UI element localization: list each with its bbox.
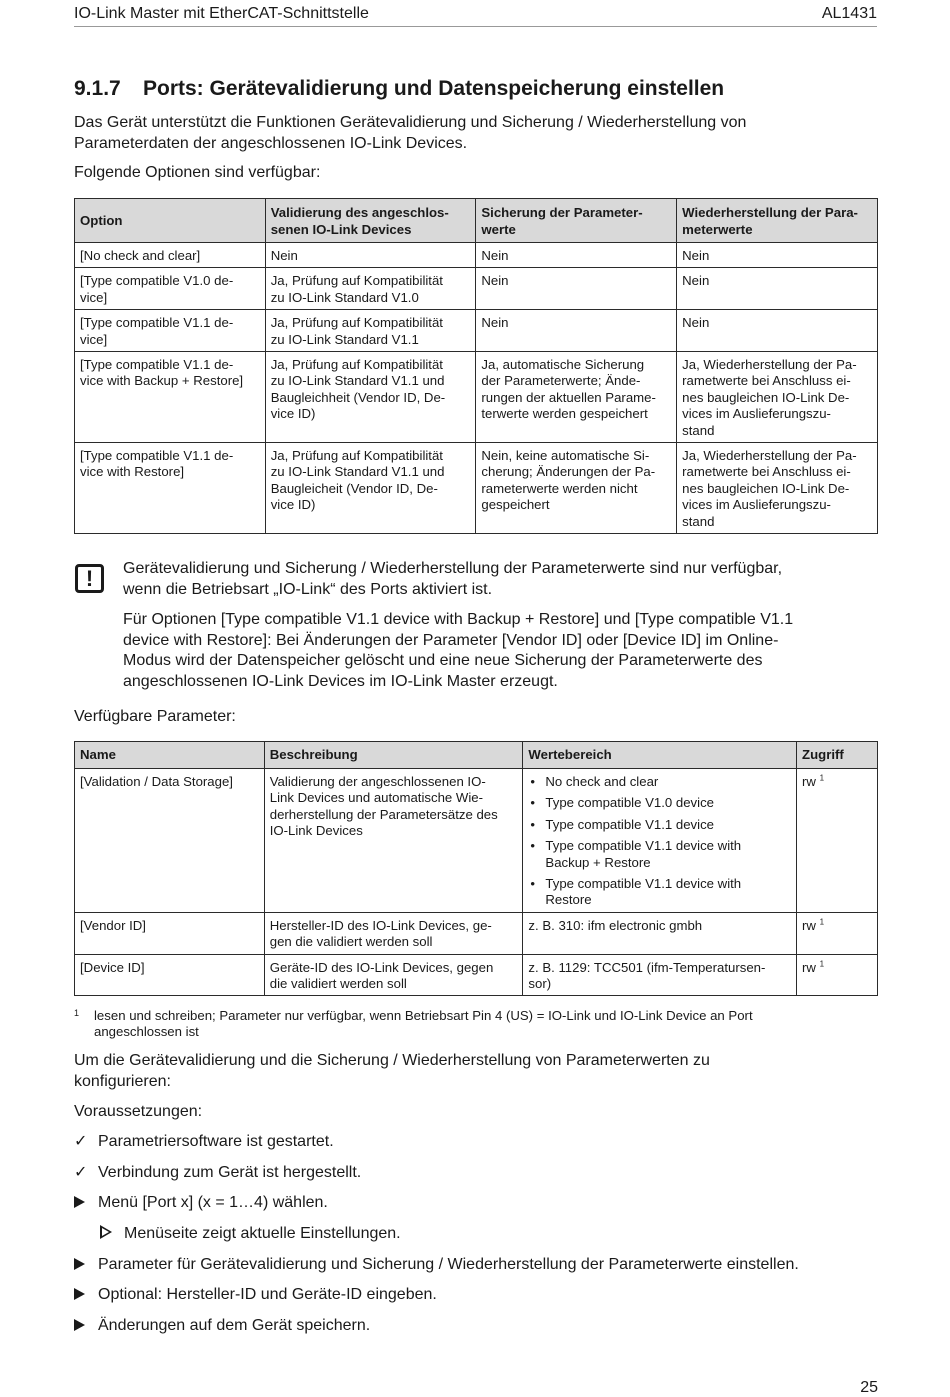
footnote-text: lesen und schreiben; Parameter nur verfügbar, wenn Betriebsart Pin 4 (US) = IO-Link und IO-Link Device an Port angeschlossen ist [94,1008,753,1040]
options-table [74,198,878,534]
table-cell: [Type compatible V1.1 de- vice with Backup + Restore] [75,352,266,443]
table-cell: Hersteller-ID des IO-Link Devices, ge- gen die validiert werden soll [264,912,523,954]
table-row [75,912,878,954]
procedure-intro: Um die Gerätevalidierung und die Sicherung / Wiederherstellung von Parameterwerten zu konfigurieren: [74,1052,710,1090]
table-header-row [75,199,878,243]
running-header-title: IO-Link Master mit EtherCAT-Schnittstelle [74,5,369,22]
table-cell: [No check and clear] [75,243,266,268]
column-header: Option [75,199,266,243]
list-item: • Type compatible V1.1 device with Restore [528,876,791,909]
note-paragraph-1: Gerätevalidierung und Sicherung / Wiederherstellung der Parameterwerte sind nur verfügbar, wenn die Betriebsart „IO-Link“ des Ports aktiviert ist. [123,560,783,598]
table-cell: z. B. 310: ifm electronic gmbh [523,912,797,954]
check-icon: ✓ [74,1164,88,1181]
value-list [528,774,791,909]
table-cell: [Validation / Data Storage] [75,769,265,913]
result-text: Menüseite zeigt aktuelle Einstellungen. [124,1225,401,1242]
step-item [74,1285,437,1305]
footnote-number: 1 [74,1008,80,1018]
table-cell: [Vendor ID] [75,912,265,954]
intro-line-2: Parameterdaten der angeschlossenen IO-Link Devices. [74,134,468,152]
table-cell: Ja, Wiederherstellung der Pa- rametwerte bei Anschluss ei- nes baugleichen IO-Link De- vices im Auslieferungszu- stand [677,443,878,534]
access-value: rw [802,774,816,789]
table-cell: Nein [265,243,476,268]
result-item [100,1224,401,1244]
table-cell: Ja, Prüfung auf Kompatibilität zu IO-Link Standard V1.1 und Baugleichheit (Vendor ID, De- vice ID) [265,352,476,443]
table-cell: Nein [476,243,677,268]
section-heading [74,77,724,101]
play-arrow-icon [74,1196,85,1208]
table-row [75,310,878,352]
table-cell: Nein [476,268,677,310]
table-cell: [Type compatible V1.1 de- vice with Restore] [75,443,266,534]
exclamation-icon: ! [75,564,104,593]
column-header: Validierung des angeschlos- senen IO-Link Devices [265,199,476,243]
table-cell: [Type compatible V1.0 de- vice] [75,268,266,310]
step-text: Optional: Hersteller-ID und Geräte-ID eingeben. [98,1286,437,1303]
list-item: • Type compatible V1.1 device [528,817,791,833]
column-header: Zugriff [797,742,878,769]
column-header: Wertebereich [523,742,797,769]
table-cell: z. B. 1129: TCC501 (ifm-Temperatursen- sor) [523,954,797,996]
footnote-ref: 1 [819,959,825,969]
step-item [74,1255,799,1275]
table-cell: Nein [476,310,677,352]
table-cell: Nein, keine automatische Si- cherung; Änderungen der Pa- rameterwerte werden nicht gespeichert [476,443,677,534]
footnote [74,1008,834,1041]
table-cell: Ja, automatische Sicherung der Parameterwerte; Ände- rungen der aktuellen Parame- terwerte werden gespeichert [476,352,677,443]
table-row [75,352,878,443]
table-cell [523,769,797,913]
table-cell: Ja, Prüfung auf Kompatibilität zu IO-Link Standard V1.0 [265,268,476,310]
table-cell: Ja, Prüfung auf Kompatibilität zu IO-Link Standard V1.1 [265,310,476,352]
table-cell: [Device ID] [75,954,265,996]
section-number: 9.1.7 [74,77,121,100]
table-cell: Ja, Prüfung auf Kompatibilität zu IO-Link Standard V1.1 und Baugleicheit (Vendor ID, De- vice ID) [265,443,476,534]
footnote-ref: 1 [819,917,825,927]
play-arrow-icon [74,1288,85,1300]
list-item: • Type compatible V1.1 device with Backup + Restore [528,838,791,871]
parameters-table [74,741,878,996]
list-item: • No check and clear [528,774,791,790]
table-cell: Nein [677,243,878,268]
page-number: 25 [860,1379,878,1396]
intro-line-1: Das Gerät unterstützt die Funktionen Gerätevalidierung und Sicherung / Wiederherstellung von [74,114,747,131]
table-cell: Validierung der angeschlossenen IO- Link Devices und automatische Wie- derherstellung der Parametersätze des IO-Link Devices [264,769,523,913]
check-icon: ✓ [74,1133,88,1150]
table-row [75,954,878,996]
prerequisite-text: Parametriersoftware ist gestartet. [98,1133,334,1150]
footnote-ref: 1 [819,773,825,783]
play-arrow-icon [74,1319,85,1331]
table-cell [797,769,878,913]
step-text: Menü [Port x] (x = 1…4) wählen. [98,1194,328,1211]
table-row [75,443,878,534]
options-intro: Folgende Optionen sind verfügbar: [74,164,321,181]
running-header-product: AL1431 [821,5,877,22]
table-row [75,769,878,913]
access-value: rw [802,917,816,933]
table-cell: [Type compatible V1.1 de- vice] [75,310,266,352]
step-item [74,1193,328,1213]
table-row [75,243,878,268]
table-cell: Nein [677,310,878,352]
prerequisite-item [74,1132,334,1152]
prerequisite-text: Verbindung zum Gerät ist hergestellt. [98,1164,362,1181]
column-header: Wiederherstellung der Para- meterwerte [677,199,878,243]
intro-paragraph [74,113,746,154]
prerequisite-item [74,1163,361,1183]
table-cell: Nein [677,268,878,310]
table-cell: Geräte-ID des IO-Link Devices, gegen die validiert werden soll [264,954,523,996]
step-text: Parameter für Gerätevalidierung und Sicherung / Wiederherstellung der Parameterwerte einstellen. [98,1256,799,1273]
access-value: rw [802,959,816,975]
column-header: Sicherung der Parameter- werte [476,199,677,243]
table-row [75,268,878,310]
step-item [74,1316,370,1336]
outline-arrow-icon [100,1225,112,1239]
table-cell [797,912,878,954]
prerequisites-label: Voraussetzungen: [74,1103,203,1120]
list-item: • Type compatible V1.0 device [528,795,791,811]
step-text: Änderungen auf dem Gerät speichern. [98,1317,371,1334]
header-rule [74,26,877,27]
table-cell [797,954,878,996]
params-intro: Verfügbare Parameter: [74,708,236,725]
table-cell: Ja, Wiederherstellung der Pa- rametwerte bei Anschluss ei- nes baugleichen IO-Link De- vices im Auslieferungszu- stand [677,352,878,443]
column-header: Name [75,742,265,769]
section-title: Ports: Gerätevalidierung und Datenspeicherung einstellen [143,77,725,100]
play-arrow-icon [74,1258,85,1270]
column-header: Beschreibung [264,742,523,769]
table-header-row [75,742,878,769]
note-paragraph-2: Für Optionen [Type compatible V1.1 device with Backup + Restore] und [Type compatible V1.1 device with Restore]: Bei Änderungen der Parameter [Vendor ID] oder [Device ID] im Online- Modus wird der Datenspeicher gelöscht und eine neue Sicherung der Parameterwerte des angeschlossenen IO-Link Devices im IO-Link Master erzeugt. [123,611,794,690]
